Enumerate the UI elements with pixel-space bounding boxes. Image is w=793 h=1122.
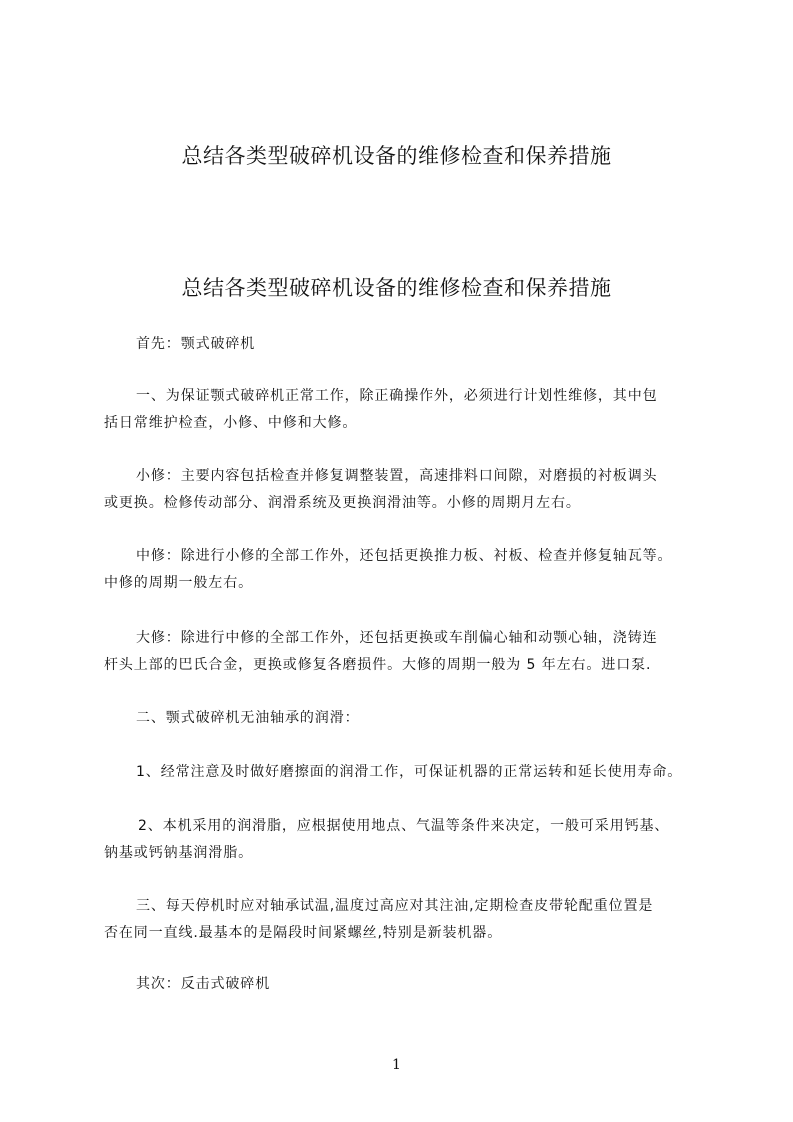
paragraph-lubrication-item-2 — [104, 813, 716, 867]
paragraph-line: 括日常维护检查，小修、中修和大修。 — [104, 415, 358, 431]
paragraph-line: 钠基或钙钠基润滑脂。 — [104, 845, 253, 861]
paragraph-line: 中修的周期一般左右。 — [104, 575, 253, 591]
paragraph-line: 1、经常注意及时做好磨擦面的润滑工作，可保证机器的正常运转和延长使用寿命。 — [136, 764, 683, 780]
paragraph-line: 或更换。检修传动部分、润滑系统及更换润滑油等。小修的周期月左右。 — [104, 495, 581, 511]
paragraph-lubrication-item-1 — [104, 759, 716, 786]
paragraph-jaw-maintenance — [104, 383, 716, 437]
document-title-main: 总结各类型破碎机设备的维修检查和保养措施 — [181, 276, 612, 300]
paragraph-line: 大修：除进行中修的全部工作外，还包括更换或车削偏心轴和动颚心轴，浇铸连 — [136, 630, 658, 646]
paragraph-section-first — [104, 331, 716, 358]
paragraph-line: 三、每天停机时应对轴承试温,温度过高应对其注油,定期检查皮带轮配重位置是 — [136, 898, 654, 914]
document-title-header: 总结各类型破碎机设备的维修检查和保养措施 — [181, 144, 612, 168]
paragraph-major-repair — [104, 625, 716, 679]
paragraph-line: 二、颚式破碎机无油轴承的润滑： — [136, 710, 360, 726]
paragraph-medium-repair — [104, 543, 716, 597]
paragraph-line: 2、本机采用的润滑脂，应根据使用地点、气温等条件来决定，一般可采用钙基、 — [138, 818, 670, 834]
paragraph-line: 杆头上部的巴氏合金，更换或修复各磨损件。大修的周期一般为 5 年左右。进口泵. — [104, 657, 652, 673]
paragraph-minor-repair — [104, 463, 716, 517]
paragraph-line: 中修：除进行小修的全部工作外，还包括更换推力板、衬板、检查并修复轴瓦等。 — [136, 548, 673, 564]
paragraph-section-second — [104, 971, 716, 998]
paragraph-line: 否在同一直线.最基本的是隔段时间紧螺丝,特别是新装机器。 — [104, 925, 503, 941]
paragraph-line: 一、为保证颚式破碎机正常工作，除正确操作外，必须进行计划性维修，其中包 — [136, 388, 658, 404]
paragraph-line: 首先：颚式破碎机 — [136, 336, 256, 352]
paragraph-line: 小修：主要内容包括检查并修复调整装置，高速排料口间隙，对磨损的衬板调头 — [136, 468, 658, 484]
paragraph-line: 其次：反击式破碎机 — [136, 976, 271, 992]
paragraph-lubrication-heading — [104, 705, 716, 732]
page-number: 1 — [392, 1057, 401, 1073]
paragraph-daily-check — [104, 893, 716, 947]
